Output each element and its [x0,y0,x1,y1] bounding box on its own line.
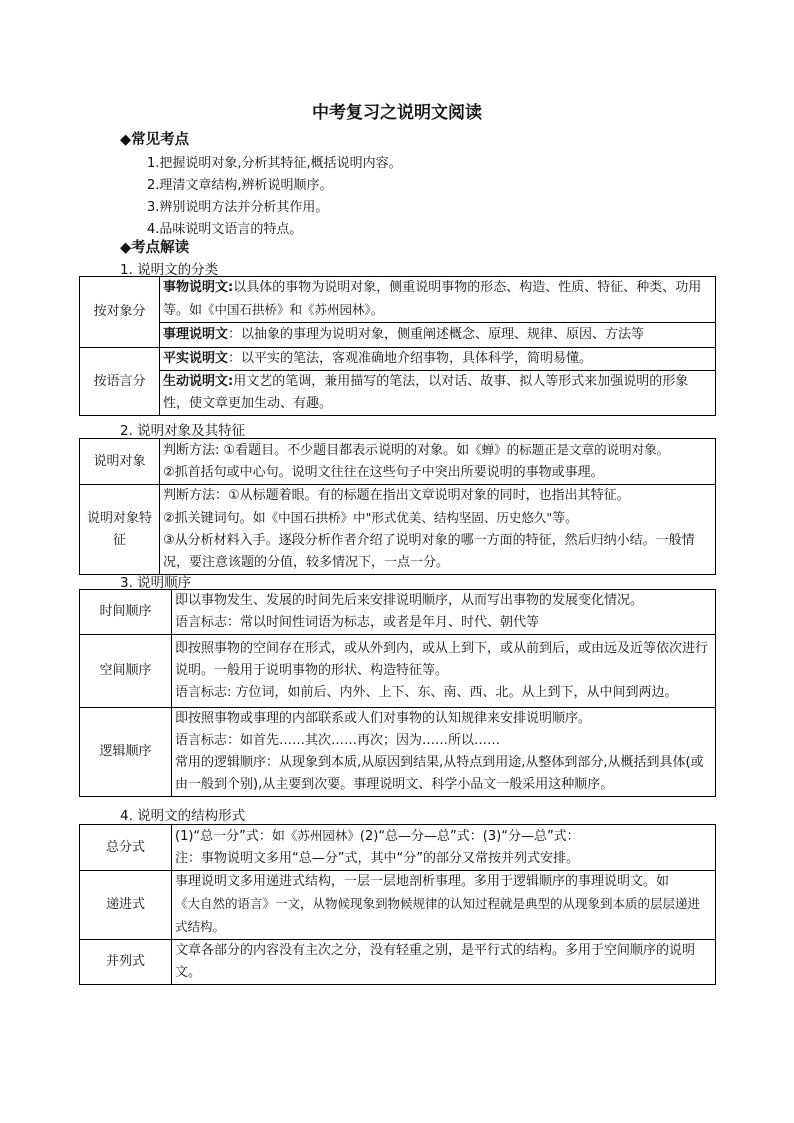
plain-explanatory-cell [160,348,716,371]
term: 生动说明文: [163,374,234,389]
object-feature-table [79,438,716,575]
category-time-order: 时间顺序 [80,590,172,635]
definition: 以具体的事物为说明对象，侧重说明事物的形态、构造、性质、特征、种类、功用等。如 [163,280,702,318]
category-by-object: 按对象分 [80,277,160,348]
description: (1)“总一分”式：如 [175,829,285,844]
section-1-title: 1. 说明文的分类 [120,262,219,278]
page-title: 中考复习之说明文阅读 [312,103,482,123]
table-row [80,708,716,797]
note: 注：事物说明文多用“总—分”式，其中“分”的部分又常按并列式安排。 [175,851,579,866]
feature-method-cell [160,485,716,575]
progressive-cell [172,871,716,940]
heading-common-points: ◆常见考点 [120,132,190,148]
parallel-cell [172,940,716,985]
common-point-2: 2.理清文章结构,辨析说明顺序。 [147,178,333,193]
object-method-cell [160,439,716,485]
table-row [80,323,716,348]
description: 即按照事物的空间存在形式，或从外到内，或从上到下，或从前到后，或由远及近等依次进行说明。一般用于说明事物的形状、构造特征等。 [175,641,709,678]
method-text: 判断方法：①从标题着眼。有的标题在指出文章说明对象的同时，也指出其特征。 [163,488,630,503]
section-4-title: 4. 说明文的结构形式 [120,808,246,824]
method-text: ②抓首括句或中心句。说明文往往在这些句子中突出所要说明的事物或事理。 [163,465,604,480]
definition: ：以抽象的事理为说明对象，侧重阐述概念、原理、规律、原因、方法等 [228,327,645,342]
method-text: ②抓关键词句。如 [163,511,266,526]
logic-order-cell [172,708,716,797]
category-by-language: 按语言分 [80,348,160,416]
table-row [80,940,716,985]
category-space-order: 空间顺序 [80,635,172,708]
thing-explanatory-cell [160,277,716,323]
classification-table [79,276,716,416]
language-marker: 语言标志: 方位词，如前后、内外、上下、东、南、西、北。从上到下，从中间到两边。 [175,685,678,700]
table-row [80,348,716,371]
heading-analysis: ◆考点解读 [120,240,190,256]
table-row [80,371,716,416]
time-order-cell [172,590,716,635]
common-logic-order: 常用的逻辑顺序：从现象到本质,从原因到结果,从特点到用途,从整体到部分,从概括到具体(或由一般到个别),从主要到次要。事理说明文、科学小品文一般采用这种顺序。 [175,755,704,792]
description: 事理说明文多用递进式结构，一层一层地剖析事理。多用于逻辑顺序的事理说明文。如 [175,874,670,889]
common-point-3: 3.辨别说明方法并分析其作用。 [147,200,329,215]
description: 文章各部分的内容没有主次之分，没有轻重之别，是平行式的结构。多用于空间顺序的说明文。 [175,943,696,980]
table-row [80,635,716,708]
term: 平实说明文 [163,351,229,366]
method-text: ③从分析材料入手。逐段分析作者介绍了说明对象的哪一方面的特征，然后归纳小结。一般情况，要注意该题的分值，较多情况下，一点一分。 [163,533,695,570]
reason-explanatory-cell [160,323,716,348]
category-total-part: 总分式 [80,825,172,871]
common-point-4: 4.品味说明文语言的特点。 [147,222,303,237]
definition: 用文艺的笔调，兼用描写的笔法，以对话、故事、拟人等形式来加强说明的形象性，使文章更加生动、有趣。 [163,374,689,411]
table-row [80,825,716,871]
table-row [80,439,716,485]
structure-table [79,824,716,985]
method-text: 判断方法: ①看题目。不少题目都表示说明的对象。如 [163,443,470,458]
language-marker: 语言标志：如首先……其次……再次；因为……所以…… [175,733,501,748]
language-marker: 语言标志：常以时间性词语为标志，或者是年月、时代、朝代等 [175,615,540,630]
example: 《苏州园林》 [284,828,360,843]
example: 《中国石拱桥》中"形式优美、结构坚固、历史悠久" [265,510,553,525]
definition: ：以平实的笔法，客观准确地介绍事物，具体科学，简明易懂。 [228,351,593,366]
space-order-cell [172,635,716,708]
example: 《大自然的语言》一文，从物候现象到物候规律的认知过程就是典型的从现象到本质的层层递进式结构。 [175,896,701,934]
total-part-cell [172,825,716,871]
example: 《蝉》的标题正是文章的说明对象。 [469,442,670,457]
section-3-title: 3. 说明顺序 [120,575,192,591]
term: 事理说明文 [163,327,229,342]
section-2-title: 2. 说明对象及其特征 [120,423,246,439]
common-point-1: 1.把握说明对象,分析其特征,概括说明内容。 [147,156,402,171]
table-row [80,485,716,575]
category-object: 说明对象 [80,439,160,485]
description: 即以事物发生、发展的时间先后来安排说明顺序，从而写出事物的发展变化情况。 [175,593,644,608]
table-row [80,590,716,635]
example: 《中国石拱桥》和《苏州园林》。 [202,302,384,317]
category-progressive: 递进式 [80,871,172,940]
category-logic-order: 逻辑顺序 [80,708,172,797]
order-table [79,589,716,797]
description: (2)“总—分—总”式：(3)“分—总”式： [359,829,580,844]
table-row [80,277,716,323]
category-parallel: 并列式 [80,940,172,985]
category-feature: 说明对象特征 [80,485,160,575]
vivid-explanatory-cell [160,371,716,416]
method-text: 等。 [552,511,579,526]
description: 即按照事物或事理的内部联系或人们对事物的认知规律来安排说明顺序。 [175,711,592,726]
table-row [80,871,716,940]
term: 事物说明文: [163,280,234,295]
